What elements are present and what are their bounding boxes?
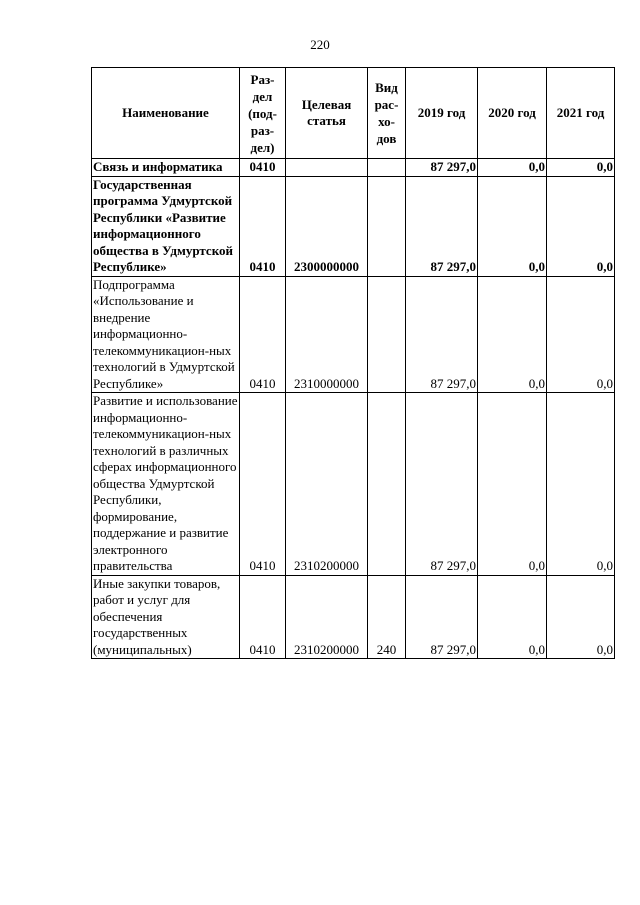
header-section: Раз- дел (под- раз- дел) [240,68,286,159]
header-2019: 2019 год [406,68,478,159]
row-name: Подпрограмма «Использование и внедрение информационно-телекоммуникацион-ных технологий в Удмуртской Республике» [92,276,240,393]
row-2021: 0,0 [547,575,615,659]
row-2021: 0,0 [547,393,615,576]
row-expense-type [368,176,406,276]
row-2019: 87 297,0 [406,393,478,576]
row-section: 0410 [240,575,286,659]
row-2020: 0,0 [478,276,547,393]
row-2019: 87 297,0 [406,176,478,276]
row-expense-type [368,276,406,393]
table-row [92,176,615,276]
header-2021: 2021 год [547,68,615,159]
row-target: 2310000000 [286,276,368,393]
row-2020: 0,0 [478,159,547,177]
row-2019: 87 297,0 [406,276,478,393]
row-name: Развитие и использование информационно-телекоммуникацион-ных технологий в различных сферах информационного общества Удмуртской Республики, формирование, поддержание и развитие электронного правительства [93,393,238,573]
table-header-row [92,68,615,159]
row-2019: 87 297,0 [406,159,478,177]
table-row [92,575,615,659]
row-2021: 0,0 [547,159,615,177]
row-name: Государственная программа Удмуртской Республики «Развитие информационного общества в Удмуртской Республике» [92,176,240,276]
row-2020: 0,0 [478,393,547,576]
budget-table [91,67,615,659]
header-2020: 2020 год [478,68,547,159]
row-target: 2300000000 [286,176,368,276]
row-2021: 0,0 [547,276,615,393]
header-expense-type: Вид рас- хо- дов [368,68,406,159]
row-name: Связь и информатика [92,159,240,177]
row-section: 0410 [240,393,286,576]
table-row [92,276,615,393]
row-section: 0410 [240,159,286,177]
row-section: 0410 [240,176,286,276]
row-target: 2310200000 [286,575,368,659]
row-name: Иные закупки товаров, работ и услуг для обеспечения государственных (муниципальных) [92,575,240,659]
row-2020: 0,0 [478,176,547,276]
header-name: Наименование [92,68,240,159]
row-target [286,159,368,177]
table-row [92,159,615,177]
row-expense-type [368,393,406,576]
page-number: 220 [310,37,330,52]
row-2020: 0,0 [478,575,547,659]
header-target: Целевая статья [286,68,368,159]
row-expense-type [368,159,406,177]
row-2019: 87 297,0 [406,575,478,659]
row-expense-type: 240 [368,575,406,659]
row-target: 2310200000 [286,393,368,576]
row-2021: 0,0 [547,176,615,276]
table-row [92,393,615,576]
row-section: 0410 [240,276,286,393]
